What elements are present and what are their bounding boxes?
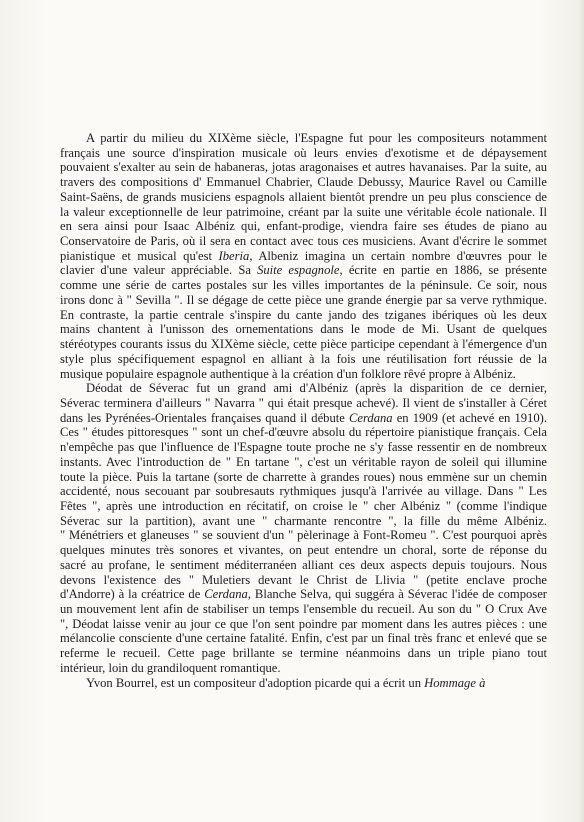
text-line: un mouvement lent afin de stabiliser un temps l'ensemble du recueil. Au son du " O Crux Ave — [60, 602, 547, 616]
text-line: style plus spécifiquement espagnol en alliant à la fois une réutilisation fort réussie de la — [60, 351, 547, 366]
text-line: Ces " études pittoresques " sont un chef-d'œuvre absolu du répertoire pianistique français. Cela — [60, 425, 547, 440]
text-line: travers des compositions d' Emmanuel Chabrier, Claude Debussy, Maurice Ravel ou Camille — [60, 175, 547, 190]
text-line: " Ménétriers et glaneuses " se souvient d'un " pèlerinage à Font-Romeu ". C'est pourquoi après — [60, 528, 547, 543]
text-line: quelques minutes très sonores et vivantes, on peut entendre un choral, sorte de réponse du — [60, 543, 547, 558]
text-line: pouvaient s'exalter au sein de habaneras, jotas aragonaises et autres havanaises. Par la suite, au — [60, 160, 547, 175]
page-edge-shadow — [578, 0, 584, 822]
text-line: mains chantent à l'unisson des ornementations dans le mode de Mi. Usant de quelques — [60, 322, 547, 337]
text-line: intérieur, loin du grandiloquent romantique. — [60, 660, 281, 675]
text-line: n'empêche pas que l'influence de l'Espagne toute proche ne s'y fasse ressentir en de nombreux — [60, 440, 547, 455]
text-line: mélancolie consciente d'une certaine fatalité. Enfin, c'est par un final très franc et enlevé que se — [60, 631, 547, 646]
text-line: A partir du milieu du XIXème siècle, l'Espagne fut pour les compositeurs notamment — [86, 131, 547, 145]
text-line: clavier d'une valeur appréciable. Sa Suite espagnole, écrite en partie en 1886, se présente — [60, 263, 547, 278]
text-line: comme une série de cartes postales sur les villes importantes de la péninsule. Ce soir, nous — [60, 278, 547, 293]
text-line: Conservatoire de Paris, où il sera en contact avec tous ces musiciens. Avant d'écrire le sommet — [60, 234, 547, 249]
text-line: devons l'existence des " Muletiers devant le Christ de Llivia " (petite enclave proche — [60, 572, 547, 587]
text-line: dans les Pyrénées-Orientales françaises quand il débute Cerdana en 1909 (et achevé en 1910). — [60, 410, 547, 425]
text-line: irons donc à " Sevilla ". Il se dégage de cette pièce une grande énergie par sa verve rythmique. — [60, 292, 547, 307]
text-line: musique populaire espagnole authentique à la création d'un folklore rêvé propre à Albéniz. — [60, 366, 516, 381]
text-line: sacré au profane, le sentiment méditerranéen alliant ces deux aspects depuis toujours. Nous — [60, 557, 547, 572]
text-line: instants. Avec l'introduction de " En tartane ", c'est un véritable rayon de soleil qui illumine — [60, 454, 547, 469]
text-line: Séverac sur la partition), avant une " charmante rencontre ", la fille du même Albéniz. — [60, 513, 547, 528]
text-line: accidenté, nous secouant par soubresauts rythmiques jusqu'à l'arrivée au village. Dans " Les — [60, 484, 547, 499]
text-line: Fêtes ", après une introduction en récitatif, on croise le " cher Albéniz " (comme l'indique — [60, 498, 547, 513]
text-line: En contraste, la partie centrale s'inspire du cante jando des tziganes ibériques où les deux — [60, 307, 547, 322]
paragraph — [60, 381, 547, 675]
text-line: toute la pièce. Puis la tartane (sorte de charrette à grandes roues) nous emmène sur un chemin — [60, 469, 547, 484]
body-text — [60, 131, 547, 690]
text-line: français une source d'inspiration musicale où leurs envies d'exotisme et de dépaysement — [60, 145, 547, 160]
paragraph — [60, 131, 547, 381]
text-line: Séverac terminera d'ailleurs " Navarra " qui était presque achevé). Il vient de s'installer à Céret — [60, 395, 547, 410]
text-line: en sera ainsi pour Isaac Albéniz qui, enfant-prodige, viendra faire ses études de piano au — [60, 219, 547, 234]
text-line: ", Déodat laisse venir au jour ce que l'on sent poindre par moment dans les autres pièces : une — [60, 616, 547, 631]
text-line: d'Andorre) à la créatrice de Cerdana, Blanche Selva, qui suggéra à Séverac l'idée de composer — [60, 587, 547, 602]
text-line: Yvon Bourrel, est un compositeur d'adoption picarde qui a écrit un Hommage à — [86, 675, 486, 690]
text-line: la valeur exceptionnelle de leur patrimoine, créant par la suite une véritable école nationale. Il — [60, 204, 547, 219]
text-line: stéréotypes courants issus du XIXème siècle, cette pièce participe cependant à l'émergence d'un — [60, 337, 547, 352]
text-line: pianistique et musical qu'est Iberia, Albeniz imagina un certain nombre d'œuvres pour le — [60, 248, 547, 263]
text-line: Saint-Saëns, de grands musiciens espagnols allaient bientôt prendre un peu plus conscience de — [60, 189, 547, 204]
paragraph — [60, 676, 547, 691]
text-line: referme le recueil. Cette page brillante se termine néanmoins dans un triple piano tout — [60, 646, 547, 661]
text-line: Déodat de Séverac fut un grand ami d'Albéniz (après la disparition de ce dernier, — [86, 381, 547, 396]
